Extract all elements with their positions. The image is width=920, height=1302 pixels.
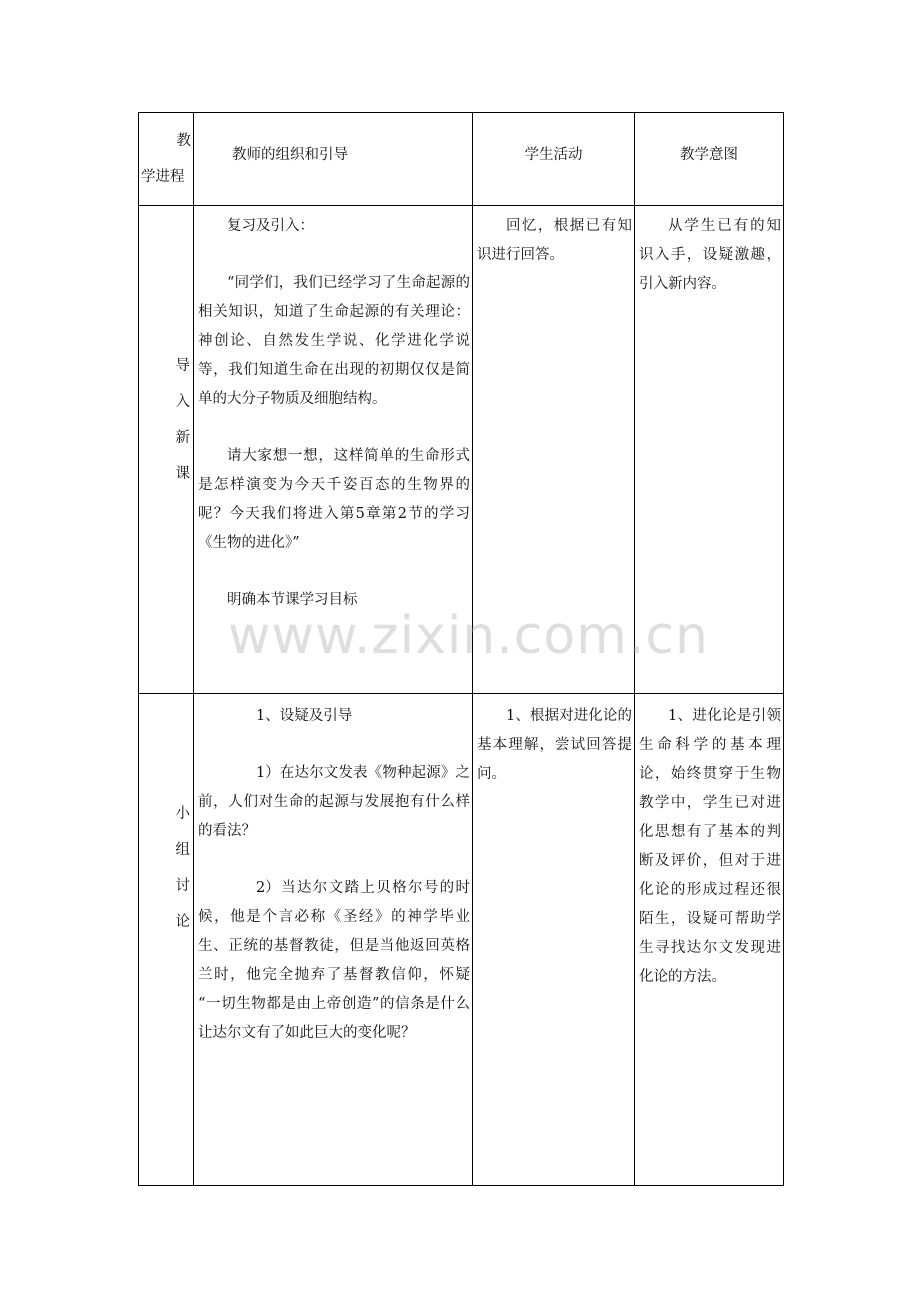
intro-learning-goal: 明确本节课学习目标 bbox=[227, 592, 358, 608]
header-row bbox=[139, 113, 784, 206]
question-1-number: 1） bbox=[256, 765, 280, 781]
discussion-student-activity: 1、根据对进化论的基本理解，尝试回答提问。 bbox=[477, 708, 632, 782]
stage-char: 组 bbox=[175, 842, 190, 858]
stage-char: 课 bbox=[175, 466, 190, 482]
question-2-number: 2） bbox=[256, 880, 280, 896]
header-teacher-cell bbox=[194, 113, 473, 206]
section-intro-teacher-cell bbox=[194, 206, 473, 694]
stage-char: 小 bbox=[175, 806, 190, 822]
header-intent-cell bbox=[635, 113, 784, 206]
discussion-question-1 bbox=[194, 759, 472, 846]
header-stage-cell bbox=[139, 113, 194, 206]
intro-heading: 复习及引入： bbox=[227, 218, 314, 234]
intro-paragraph-2: 请大家想一想，这样简单的生命形式是怎样演变为今天千姿百态的生物界的呢？今天我们将进入第5章第2节的学习《生物的进化》” bbox=[198, 448, 470, 551]
header-teacher-label: 教师的组织和引导 bbox=[232, 147, 348, 163]
discussion-item-text: 设疑及引导 bbox=[279, 708, 353, 724]
section-discussion-intent-cell bbox=[635, 694, 784, 1186]
section-intro-intent-cell bbox=[635, 206, 784, 694]
header-stage-line1: 教 bbox=[176, 133, 191, 149]
stage-char: 导 bbox=[175, 358, 190, 374]
discussion-question-2 bbox=[194, 874, 472, 1048]
discussion-item-heading bbox=[194, 702, 472, 731]
header-student-label: 学生活动 bbox=[524, 147, 583, 163]
stage-char: 入 bbox=[175, 394, 190, 410]
question-2-text: 当达尔文踏上贝格尔号的时候，他是个言必称《圣经》的神学毕业生、正统的基督教徒，但是当他返回英格兰时，他完全抛弃了基督教信仰，怀疑 “一切生物都是由上帝创造”的信条是什么让达尔文有了如此巨大的变化呢？ bbox=[198, 880, 470, 1041]
header-stage-line2: 学进程 bbox=[141, 169, 185, 185]
stage-char: 讨 bbox=[175, 878, 190, 894]
lesson-plan-table bbox=[138, 112, 784, 1186]
section-discussion-teacher-cell bbox=[194, 694, 473, 1186]
section-discussion-row bbox=[139, 694, 784, 1186]
stage-char: 论 bbox=[175, 914, 190, 930]
section-intro-stage-label bbox=[139, 206, 193, 492]
header-intent-label: 教学意图 bbox=[680, 147, 738, 163]
stage-char: 新 bbox=[175, 430, 190, 446]
intro-student-activity: 回忆，根据已有知识进行回答。 bbox=[477, 218, 632, 263]
header-student-cell bbox=[473, 113, 635, 206]
intro-paragraph-1: “同学们，我们已经学习了生命起源的相关知识，知道了生命起源的有关理论：神创论、自然发生学说、化学进化学说等，我们知道生命在出现的初期仅仅是简单的大分子物质及细胞结构。 bbox=[198, 275, 470, 407]
discussion-item-number: 1、 bbox=[256, 708, 280, 724]
section-intro-student-cell bbox=[473, 206, 635, 694]
section-discussion-stage-cell bbox=[139, 694, 194, 1186]
section-intro-stage-cell bbox=[139, 206, 194, 694]
question-1-text: 在达尔文发表《物种起源》之前，人们对生命的起源与发展抱有什么样的看法？ bbox=[198, 765, 470, 839]
section-intro-row bbox=[139, 206, 784, 694]
section-discussion-student-cell bbox=[473, 694, 635, 1186]
discussion-teaching-intent: 1、进化论是引领生命科学的基本理论，始终贯穿于生物教学中，学生已对进化思想有了基本的判断及评价，但对于进化论的形成过程还很陌生，设疑可帮助学生寻找达尔文发现进化论的方法。 bbox=[639, 708, 781, 985]
watermark: www.zixin.com.cn bbox=[228, 606, 709, 666]
intro-teaching-intent: 从学生已有的知识入手，设疑激趣，引入新内容。 bbox=[639, 218, 781, 292]
section-discussion-stage-label bbox=[139, 694, 193, 940]
